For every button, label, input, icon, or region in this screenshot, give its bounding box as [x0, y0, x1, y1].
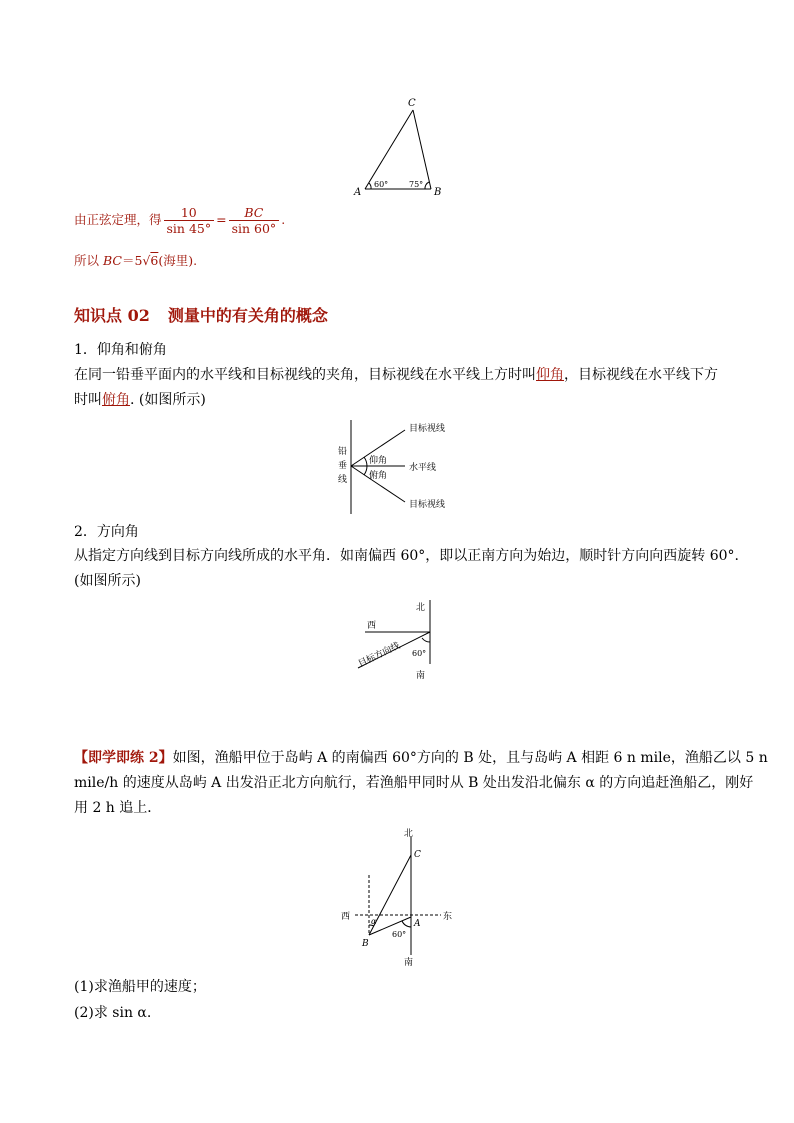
question-1: (1)求渔船甲的速度；: [74, 979, 206, 995]
ship-south: 南: [404, 958, 414, 968]
solution-line-1: 由正弦定理，得 $\frac{10}{\sin 45^\circ}$ = $\frac{BC}{\sin 60^\circ}$ .: [74, 205, 286, 236]
ship-angle: 60°: [392, 930, 407, 939]
fraction-1: $\frac{10}{\sin 45^\circ}$: [164, 205, 215, 236]
label-a: A: [354, 187, 362, 198]
horizontal-label: 水平线: [409, 463, 437, 473]
question-2: (2)求 sin α.: [74, 1005, 152, 1021]
fraction-2: $\frac{BC}{\sin 60^\circ}$: [229, 205, 280, 236]
ship-a: A: [414, 919, 421, 929]
direction-figure: [350, 598, 445, 688]
term-depression: 俯角: [102, 392, 130, 408]
sight-bottom-label: 目标视线: [409, 500, 446, 510]
item2-title: 2．方向角: [74, 524, 139, 540]
angle-b: 75°: [409, 180, 424, 189]
dir-south: 南: [416, 671, 426, 681]
dir-angle: 60°: [412, 649, 427, 658]
ship-west: 西: [341, 912, 351, 922]
ship-b: B: [362, 939, 369, 949]
term-elevation: 仰角: [536, 367, 564, 383]
item1-text: 在同一铅垂平面内的水平线和目标视线的夹角，目标视线在水平线上方时叫仰角，目标视线在水平线下方 时叫俯角. (如图所示): [74, 367, 718, 408]
ship-east: 东: [443, 912, 453, 922]
item1-title: 1．仰角和俯角: [74, 342, 167, 358]
item2-text: 从指定方向线到目标方向线所成的水平角．如南偏西 60°，即以正南方向为始边，顺时针方向向西旋转 60°. (如图所示): [74, 548, 739, 589]
label-b: B: [434, 187, 442, 198]
dir-north: 北: [416, 603, 426, 613]
exercise-text: 【即学即练 2】如图，渔船甲位于岛屿 A 的南偏西 60°方向的 B 处，且与岛屿 A 相距 6 n mile，渔船乙以 5 n mile/h 的速度从岛屿 A 出发沿正北方向航行，若渔船甲同时从 B 处出发沿北偏东 α 的方向追赶渔船乙，刚好 用 2 h 追上．: [74, 750, 768, 816]
dir-west: 西: [367, 621, 377, 631]
vertical-label-2: 垂: [338, 461, 348, 471]
vertical-label-3: 线: [338, 475, 348, 485]
target-line-label: 目标方向线: [356, 640, 402, 670]
vertical-label-1: 铅: [338, 447, 348, 457]
section-heading: 知识点 02 测量中的有关角的概念: [74, 306, 328, 325]
ship-c: C: [414, 850, 421, 860]
angle-a: 60°: [374, 180, 389, 189]
exercise-tag: 【即学即练 2】: [74, 750, 173, 766]
elevation-figure: [335, 418, 465, 516]
depression-label: 俯角: [369, 471, 388, 481]
triangle-figure: [345, 95, 455, 200]
ship-alpha: α: [371, 917, 377, 926]
sqrt-sign: √: [142, 253, 151, 268]
ship-figure: [335, 825, 460, 970]
solution-line-2: 所以 BC＝5√6(海里).: [74, 253, 198, 268]
label-c: C: [408, 98, 416, 109]
ship-north: 北: [404, 829, 414, 839]
sight-top-label: 目标视线: [409, 424, 446, 434]
elevation-label: 仰角: [369, 456, 388, 466]
